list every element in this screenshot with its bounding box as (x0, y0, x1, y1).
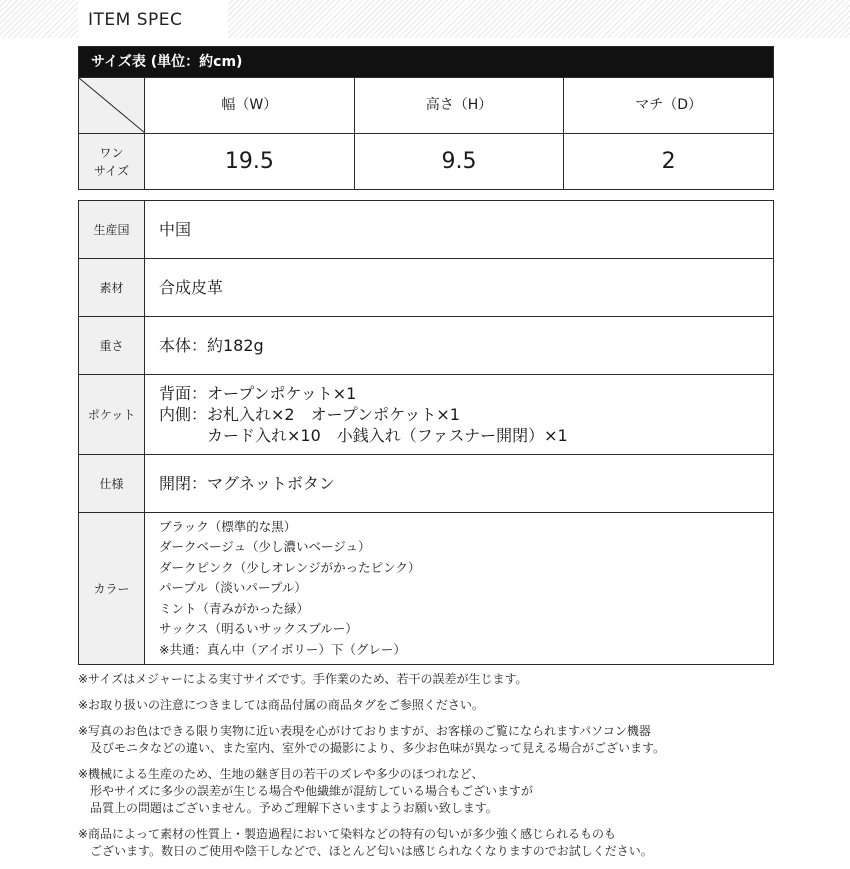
color-line: ダークピンク（少しオレンジがかったピンク） (159, 559, 421, 575)
spec-table (78, 200, 774, 665)
spec-value-spec: 開閉：マグネットボタン (159, 473, 335, 493)
notes (78, 671, 798, 869)
note-photo-color: ※写真のお色はできる限り実物に近い表現を心がけておりますが、お客様のご覧になられますパソコン機器 及びモニタなどの違い、また室内、室外での撮影により、多少お色味が異なって見える場合がございます。 (78, 724, 666, 755)
page-title: ITEM SPEC (78, 0, 228, 38)
spec-row-spec (79, 454, 773, 512)
size-value-height: 9.5 (355, 134, 565, 189)
spec-label-origin: 生産国 (79, 201, 145, 258)
color-line: ミント（青みがかった緑） (159, 600, 310, 616)
color-line: サックス（明るいサックスブルー） (159, 621, 358, 637)
spec-row-weight (79, 316, 773, 374)
size-row-label-text: ワン サイズ (93, 145, 130, 178)
spec-value-weight: 本体：約182g (159, 335, 264, 355)
note-odor: ※商品によって素材の性質上・製造過程において染料などの特有の匂いが多少強く感じられるものも ございます。数日のご使用や陰干しなどで、ほとんど匂いは感じられなくなりますのでお試しください。 (78, 827, 653, 858)
note-care: ※お取り扱いの注意につきましては商品付属の商品タグをご参照ください。 (78, 698, 484, 712)
size-table-caption: サイズ表 (単位：約cm) (79, 47, 773, 77)
pocket-line: 内側：お札入れ×2 オープンポケット×1 (159, 405, 460, 424)
spec-row-material (79, 258, 773, 316)
color-line: ダークベージュ（少し濃いベージュ） (159, 539, 371, 555)
spec-value-origin: 中国 (159, 219, 192, 239)
spec-label-spec: 仕様 (79, 455, 145, 512)
size-column-width: 幅（W） (145, 78, 355, 133)
diagonal-corner-cell (79, 78, 145, 133)
spec-value-material: 合成皮革 (159, 277, 224, 297)
size-table (78, 46, 774, 190)
color-line: パープル（淡いパープル） (159, 580, 307, 596)
spec-row-color (79, 512, 773, 664)
note-machine: ※機械による生産のため、生地の継ぎ目の若干のズレや多少のほつれなど、 形やサイズに多少の誤差が生じる場合や他繊維が混紡している場合もございますが 品質上の問題はございません。予めご理解下さいますようお願い致します。 (78, 767, 534, 815)
pocket-line: カード入れ×10 小銭入れ（ファスナー開閉）×1 (159, 426, 568, 445)
size-column-height: 高さ（H） (355, 78, 565, 133)
spec-label-weight: 重さ (79, 317, 145, 374)
spec-label-color: カラー (79, 513, 145, 664)
size-table-header-row (79, 77, 773, 133)
note-size: ※サイズはメジャーによる実寸サイズです。手作業のため、若干の誤差が生じます。 (78, 672, 528, 686)
spec-row-pocket (79, 374, 773, 454)
spec-label-pocket: ポケット (79, 375, 145, 454)
size-table-value-row (79, 133, 773, 189)
size-row-label (79, 134, 145, 189)
spec-row-origin (79, 201, 773, 258)
size-value-width: 19.5 (145, 134, 355, 189)
color-line: ※共通：真ん中（アイボリー）下（グレー） (159, 641, 406, 657)
pocket-line: 背面：オープンポケット×1 (159, 384, 357, 403)
color-line: ブラック（標準的な黒） (159, 518, 297, 534)
spec-label-material: 素材 (79, 259, 145, 316)
size-value-depth: 2 (661, 149, 676, 174)
size-column-depth: マチ（D） (635, 97, 703, 113)
